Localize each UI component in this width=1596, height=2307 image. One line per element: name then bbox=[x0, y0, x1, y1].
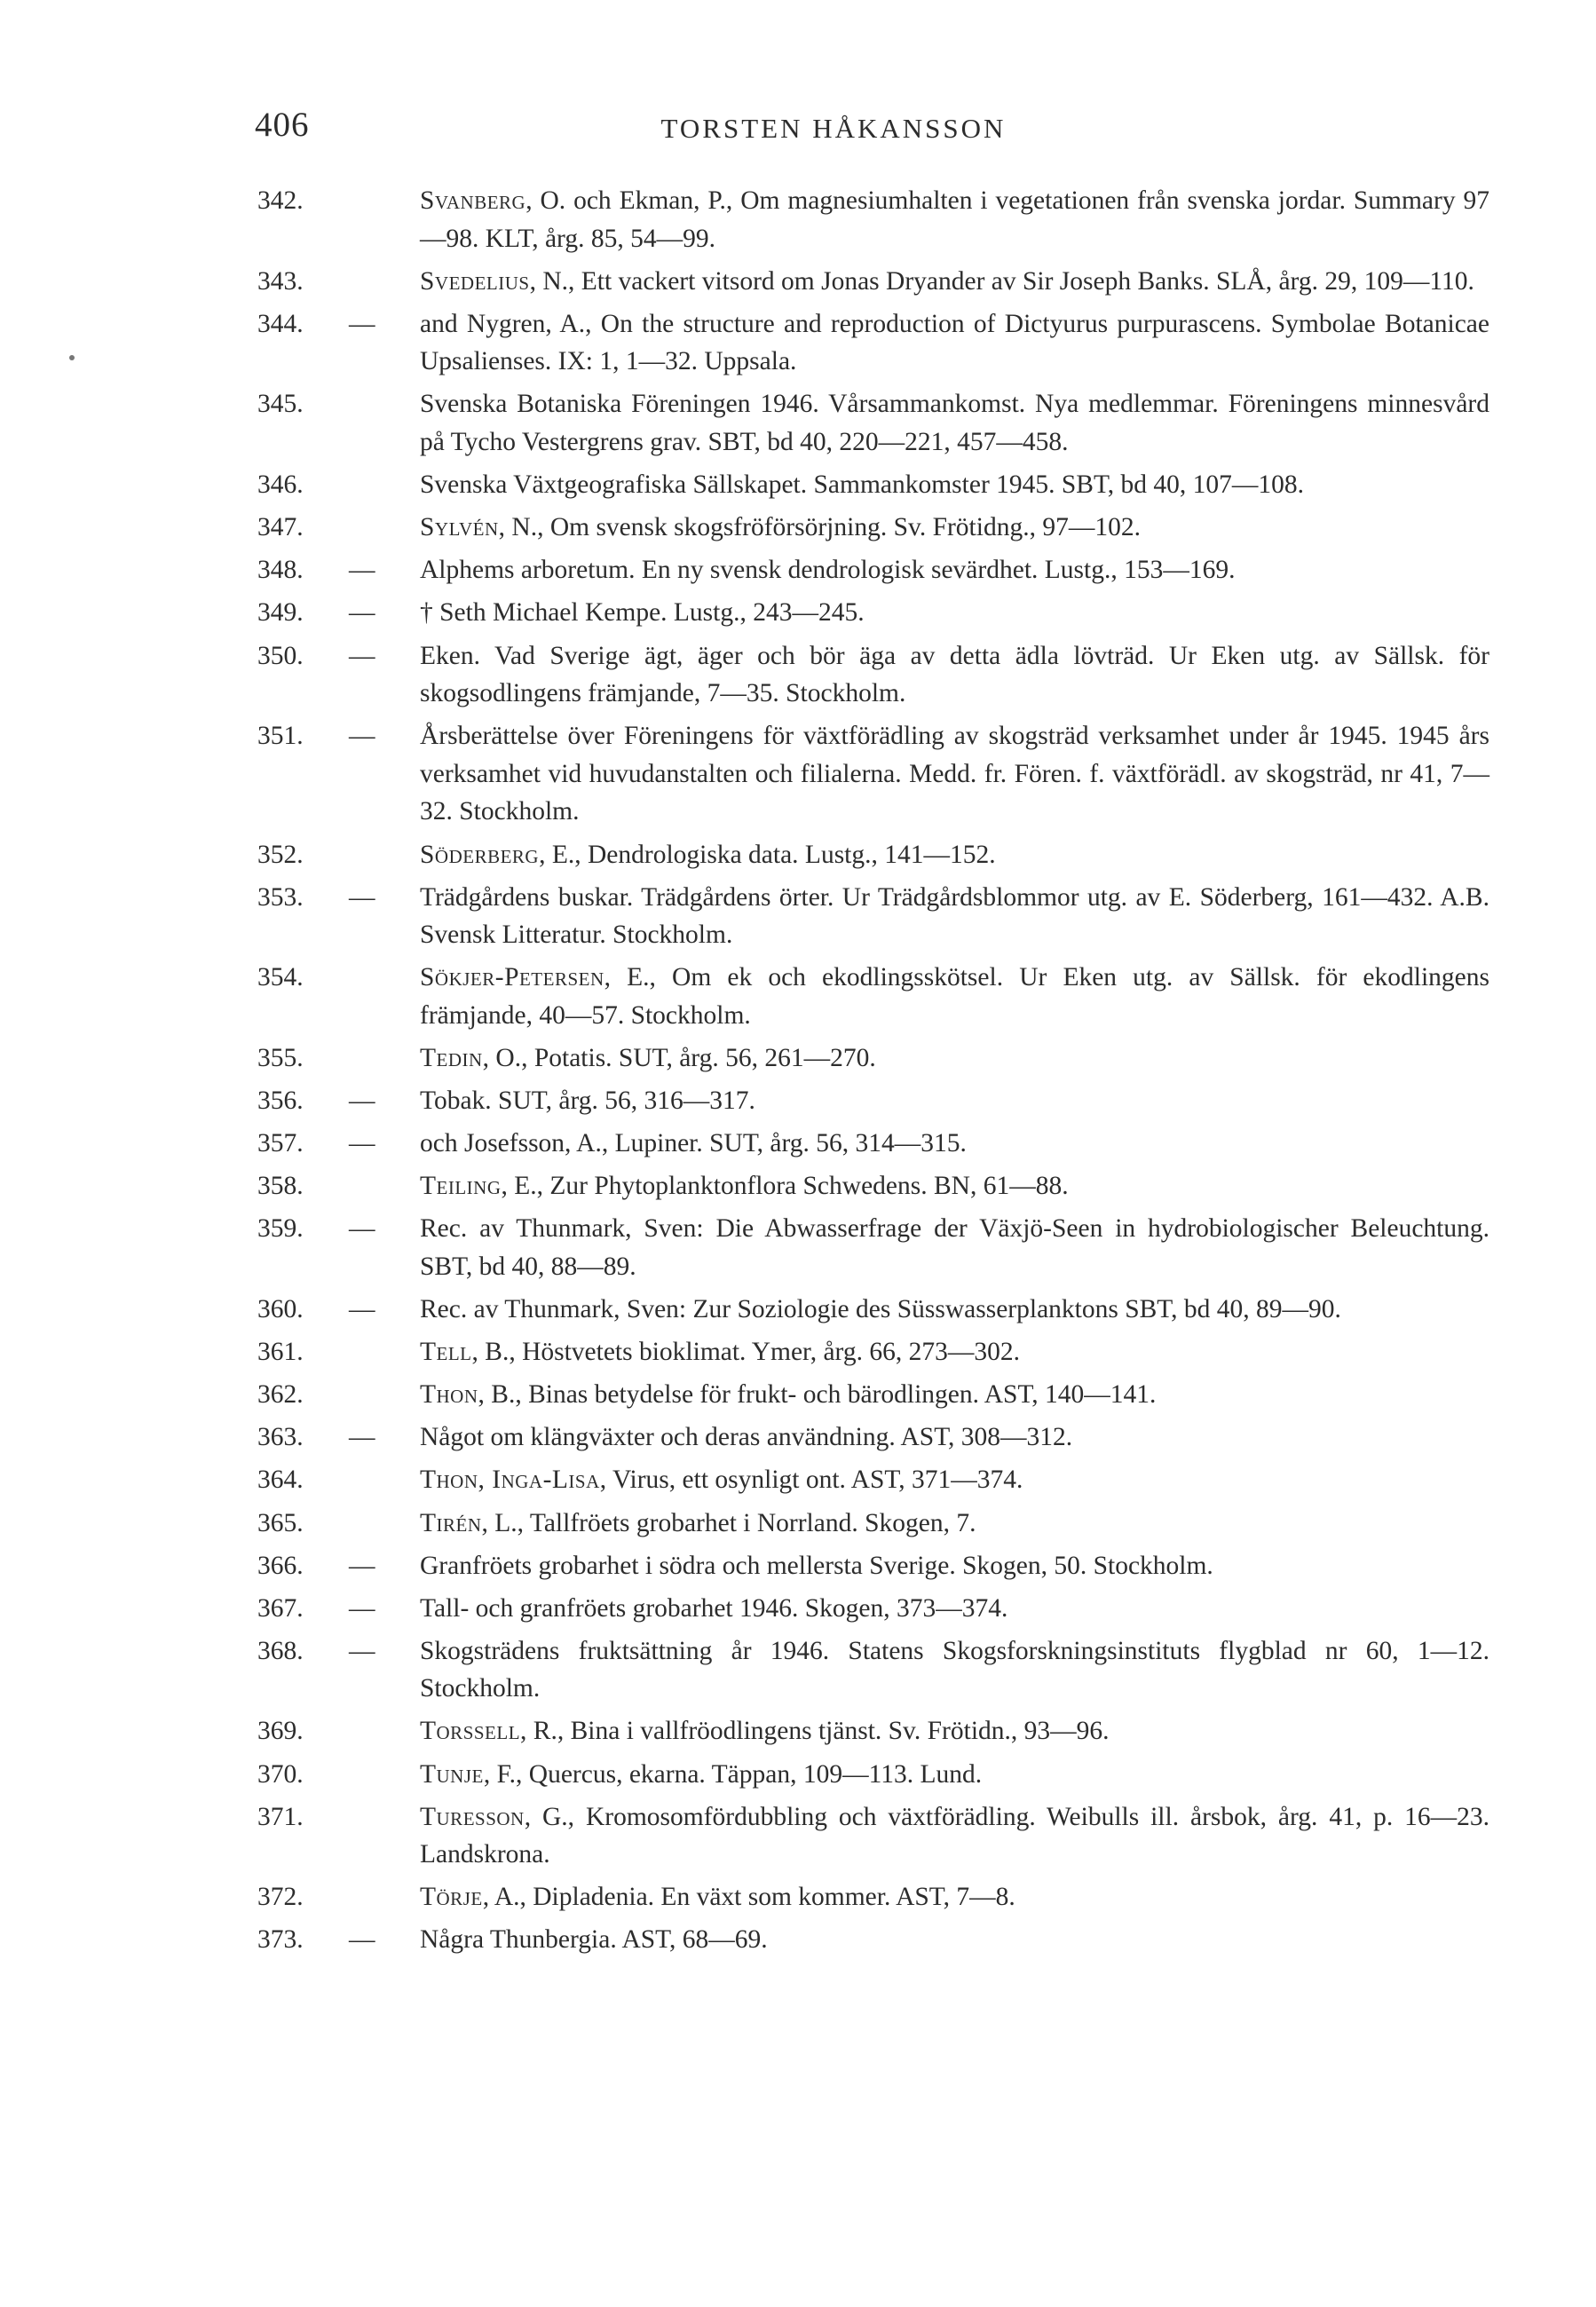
author-name: Tunje bbox=[420, 1759, 484, 1789]
citation-text: , L., Tallfröets grobarhet i Norrland. Skogen, 7. bbox=[481, 1508, 976, 1537]
bibliography-entry bbox=[257, 836, 1489, 874]
bibliography-entry bbox=[257, 1418, 1489, 1457]
entry-text bbox=[420, 1590, 1489, 1628]
ditto-dash: — bbox=[349, 1129, 375, 1158]
entry-text bbox=[420, 509, 1489, 547]
entry-number: 354. bbox=[257, 963, 304, 992]
entry-text bbox=[420, 959, 1489, 1034]
entry-text bbox=[420, 1333, 1489, 1371]
bibliography-entry bbox=[257, 466, 1489, 504]
entry-number: 367. bbox=[257, 1593, 304, 1623]
bibliography-entry bbox=[257, 1082, 1489, 1120]
bibliography-entry bbox=[257, 717, 1489, 831]
author-name: Söderberg bbox=[420, 840, 540, 869]
entry-text bbox=[420, 1039, 1489, 1078]
entry-text bbox=[420, 1505, 1489, 1543]
bibliography-entry bbox=[257, 385, 1489, 461]
citation-text: , R., Bina i vallfröodlingens tjänst. Sv. Frötidn., 93—96. bbox=[520, 1717, 1110, 1746]
entry-text bbox=[420, 1547, 1489, 1585]
ditto-dash: — bbox=[349, 1423, 375, 1452]
citation-text: , N., Ett vackert vitsord om Jonas Dryander av Sir Joseph Banks. SLÅ, årg. 29, 109—110. bbox=[529, 266, 1474, 296]
author-name: Tedin bbox=[420, 1043, 483, 1072]
ditto-dash: — bbox=[349, 722, 375, 751]
citation-text: Skogsträdens fruktsättning år 1946. Statens Skogsforskningsinstituts flygblad nr 60, 1—12. Stockholm. bbox=[420, 1636, 1489, 1703]
entry-number: 349. bbox=[257, 598, 304, 628]
entry-text bbox=[420, 1461, 1489, 1499]
bibliography-entry bbox=[257, 1878, 1489, 1916]
entry-text bbox=[420, 1712, 1489, 1750]
entry-text bbox=[420, 1082, 1489, 1120]
entry-text bbox=[420, 182, 1489, 257]
bibliography-entry bbox=[257, 1039, 1489, 1078]
author-name: Sylvén bbox=[420, 513, 499, 542]
entry-number: 343. bbox=[257, 266, 304, 296]
citation-text: Granfröets grobarhet i södra och mellersta Sverige. Skogen, 50. Stockholm. bbox=[420, 1551, 1213, 1580]
bibliography-entry bbox=[257, 879, 1489, 954]
bibliography-entry bbox=[257, 1632, 1489, 1708]
entry-number: 365. bbox=[257, 1508, 304, 1537]
ditto-dash: — bbox=[349, 882, 375, 912]
bibliography-entry bbox=[257, 637, 1489, 713]
citation-text: , E., Om ek och ekodlingsskötsel. Ur Eken utg. av Sällsk. för ekodlingens främjande, 40—57. Stockholm. bbox=[420, 963, 1489, 1030]
bibliography-list bbox=[257, 182, 1489, 1964]
bibliography-entry bbox=[257, 509, 1489, 547]
entry-number: 345. bbox=[257, 390, 304, 419]
bibliography-entry bbox=[257, 1547, 1489, 1585]
citation-text: , A., Dipladenia. En växt som kommer. AST, 7—8. bbox=[482, 1883, 1015, 1912]
entry-number: 370. bbox=[257, 1759, 304, 1789]
entry-number: 369. bbox=[257, 1717, 304, 1746]
bibliography-entry bbox=[257, 305, 1489, 381]
bibliography-entry bbox=[257, 594, 1489, 632]
page-number: 406 bbox=[255, 106, 310, 144]
citation-text: Svenska Botaniska Föreningen 1946. Vårsammankomst. Nya medlemmar. Föreningens minnesvård på Tycho Vestergrens grav. SBT, bd 40, 220—221, 457—458. bbox=[420, 390, 1489, 457]
citation-text: och Josefsson, A., Lupiner. SUT, årg. 56, 314—315. bbox=[420, 1129, 967, 1158]
entry-text bbox=[420, 385, 1489, 461]
ditto-dash: — bbox=[349, 309, 375, 338]
entry-text bbox=[420, 1125, 1489, 1163]
entry-text bbox=[420, 1210, 1489, 1285]
entry-number: 353. bbox=[257, 882, 304, 912]
citation-text: Några Thunbergia. AST, 68—69. bbox=[420, 1925, 768, 1955]
entry-text bbox=[420, 305, 1489, 381]
author-name: Tell bbox=[420, 1338, 472, 1367]
citation-text: Rec. av Thunmark, Sven: Die Abwasserfrage der Växjö-Seen in hydrobiologischer Beleuchtung. SBT, bd 40, 88—89. bbox=[420, 1214, 1489, 1281]
running-head: TORSTEN HÅKANSSON bbox=[660, 113, 1007, 144]
bibliography-entry bbox=[257, 1590, 1489, 1628]
entry-number: 368. bbox=[257, 1636, 304, 1665]
citation-text: , G., Kromosomfördubbling och växtförädling. Weibulls ill. årsbok, årg. 41, p. 16—23. Landskrona. bbox=[420, 1802, 1489, 1869]
entry-text bbox=[420, 1632, 1489, 1708]
bibliography-entry bbox=[257, 1461, 1489, 1499]
bibliography-entry bbox=[257, 1921, 1489, 1959]
citation-text: , F., Quercus, ekarna. Täppan, 109—113. Lund. bbox=[483, 1759, 983, 1789]
citation-text: , N., Om svensk skogsfröförsörjning. Sv. Frötidng., 97—102. bbox=[498, 513, 1141, 542]
bibliography-entry bbox=[257, 1333, 1489, 1371]
bibliography-entry bbox=[257, 1291, 1489, 1329]
entry-number: 342. bbox=[257, 186, 304, 215]
ditto-dash: — bbox=[349, 1925, 375, 1955]
ditto-dash: — bbox=[349, 1295, 375, 1324]
ditto-dash: — bbox=[349, 556, 375, 585]
citation-text: and Nygren, A., On the structure and reproduction of Dictyurus purpurascens. Symbolae Botanicae Upsalienses. IX: 1, 1—32. Uppsala. bbox=[420, 309, 1489, 376]
entry-text bbox=[420, 1756, 1489, 1794]
ditto-dash: — bbox=[349, 1593, 375, 1623]
entry-text bbox=[420, 1291, 1489, 1329]
entry-number: 352. bbox=[257, 840, 304, 869]
entry-text bbox=[420, 1921, 1489, 1959]
citation-text: Trädgårdens buskar. Trädgårdens örter. Ur Trädgårdsblommor utg. av E. Söderberg, 161—432. A.B. Svensk Litteratur. Stockholm. bbox=[420, 882, 1489, 950]
citation-text: , E., Zur Phytoplanktonflora Schwedens. BN, 61—88. bbox=[501, 1172, 1069, 1201]
citation-text: , B., Binas betydelse för frukt- och bärodlingen. AST, 140—141. bbox=[478, 1380, 1157, 1410]
entry-text bbox=[420, 551, 1489, 589]
ditto-dash: — bbox=[349, 1551, 375, 1580]
entry-number: 356. bbox=[257, 1086, 304, 1116]
entry-text bbox=[420, 263, 1489, 301]
bibliography-entry bbox=[257, 1210, 1489, 1285]
bibliography-entry bbox=[257, 1376, 1489, 1414]
entry-number: 363. bbox=[257, 1423, 304, 1452]
entry-number: 359. bbox=[257, 1214, 304, 1244]
author-name: Svedelius bbox=[420, 266, 530, 296]
entry-text bbox=[420, 1167, 1489, 1205]
entry-text bbox=[420, 879, 1489, 954]
author-name: Sökjer-Petersen bbox=[420, 963, 604, 992]
citation-text: Årsberättelse över Föreningens för växtförädling av skogsträd verksamhet under år 1945. 1945 års verksamhet vid huvudanstalten och filialerna. Medd. fr. Fören. f. växtförädl. av skogsträd, nr 41, 7—32. Stockholm. bbox=[420, 722, 1489, 826]
entry-text bbox=[420, 1798, 1489, 1874]
bibliography-entry bbox=[257, 1756, 1489, 1794]
author-name: Tirén bbox=[420, 1508, 482, 1537]
entry-number: 358. bbox=[257, 1172, 304, 1201]
entry-text bbox=[420, 836, 1489, 874]
author-name: Svanberg bbox=[420, 186, 526, 215]
entry-text bbox=[420, 637, 1489, 713]
author-name: Törje bbox=[420, 1883, 483, 1912]
citation-text: Alphems arboretum. En ny svensk dendrologisk sevärdhet. Lustg., 153—169. bbox=[420, 556, 1236, 585]
entry-text bbox=[420, 1376, 1489, 1414]
citation-text: , O. och Ekman, P., Om magnesiumhalten i vegetationen från svenska jordar. Summary 97—98. KLT, årg. 85, 54—99. bbox=[420, 186, 1489, 253]
citation-text: , Virus, ett osynligt ont. AST, 371—374. bbox=[599, 1466, 1023, 1495]
bibliography-entry bbox=[257, 551, 1489, 589]
ditto-dash: — bbox=[349, 1214, 375, 1244]
bibliography-entry bbox=[257, 1712, 1489, 1750]
bibliography-entry bbox=[257, 1167, 1489, 1205]
margin-dot bbox=[69, 355, 75, 360]
ditto-dash: — bbox=[349, 641, 375, 670]
entry-text bbox=[420, 1418, 1489, 1457]
citation-text: Svenska Växtgeografiska Sällskapet. Sammankomster 1945. SBT, bd 40, 107—108. bbox=[420, 470, 1305, 500]
citation-text: † Seth Michael Kempe. Lustg., 243—245. bbox=[420, 598, 865, 628]
entry-number: 364. bbox=[257, 1466, 304, 1495]
entry-number: 355. bbox=[257, 1043, 304, 1072]
entry-text bbox=[420, 594, 1489, 632]
entry-number: 350. bbox=[257, 641, 304, 670]
entry-number: 361. bbox=[257, 1338, 304, 1367]
citation-text: Eken. Vad Sverige ägt, äger och bör äga av detta ädla lövträd. Ur Eken utg. av Sällsk. för skogsodlingens främjande, 7—35. Stockholm. bbox=[420, 641, 1489, 708]
entry-text bbox=[420, 466, 1489, 504]
citation-text: Rec. av Thunmark, Sven: Zur Soziologie des Süsswasserplanktons SBT, bd 40, 89—90. bbox=[420, 1295, 1341, 1324]
entry-text bbox=[420, 717, 1489, 831]
author-name: Torssell bbox=[420, 1717, 521, 1746]
author-name: Turesson bbox=[420, 1802, 525, 1831]
entry-text bbox=[420, 1878, 1489, 1916]
entry-number: 362. bbox=[257, 1380, 304, 1410]
entry-number: 366. bbox=[257, 1551, 304, 1580]
entry-number: 373. bbox=[257, 1925, 304, 1955]
citation-text: , E., Dendrologiska data. Lustg., 141—152. bbox=[539, 840, 996, 869]
citation-text: Tall- och granfröets grobarhet 1946. Skogen, 373—374. bbox=[420, 1593, 1008, 1623]
ditto-dash: — bbox=[349, 1636, 375, 1665]
entry-number: 347. bbox=[257, 513, 304, 542]
entry-number: 357. bbox=[257, 1129, 304, 1158]
citation-text: Något om klängväxter och deras användning. AST, 308—312. bbox=[420, 1423, 1073, 1452]
ditto-dash: — bbox=[349, 598, 375, 628]
entry-number: 346. bbox=[257, 470, 304, 500]
bibliography-entry bbox=[257, 959, 1489, 1034]
bibliography-entry bbox=[257, 1798, 1489, 1874]
entry-number: 348. bbox=[257, 556, 304, 585]
entry-number: 360. bbox=[257, 1295, 304, 1324]
author-name: Teiling bbox=[420, 1172, 502, 1201]
bibliography-entry bbox=[257, 1125, 1489, 1163]
entry-number: 351. bbox=[257, 722, 304, 751]
citation-text: , B., Höstvetets bioklimat. Ymer, årg. 66, 273—302. bbox=[471, 1338, 1020, 1367]
bibliography-entry bbox=[257, 263, 1489, 301]
author-name: Thon bbox=[420, 1380, 478, 1410]
entry-number: 344. bbox=[257, 309, 304, 338]
entry-number: 371. bbox=[257, 1802, 304, 1831]
citation-text: , O., Potatis. SUT, årg. 56, 261—270. bbox=[482, 1043, 876, 1072]
ditto-dash: — bbox=[349, 1086, 375, 1116]
citation-text: Tobak. SUT, årg. 56, 316—317. bbox=[420, 1086, 755, 1116]
entry-number: 372. bbox=[257, 1883, 304, 1912]
bibliography-entry bbox=[257, 182, 1489, 257]
bibliography-entry bbox=[257, 1505, 1489, 1543]
author-name: Thon, Inga-Lisa bbox=[420, 1466, 600, 1495]
